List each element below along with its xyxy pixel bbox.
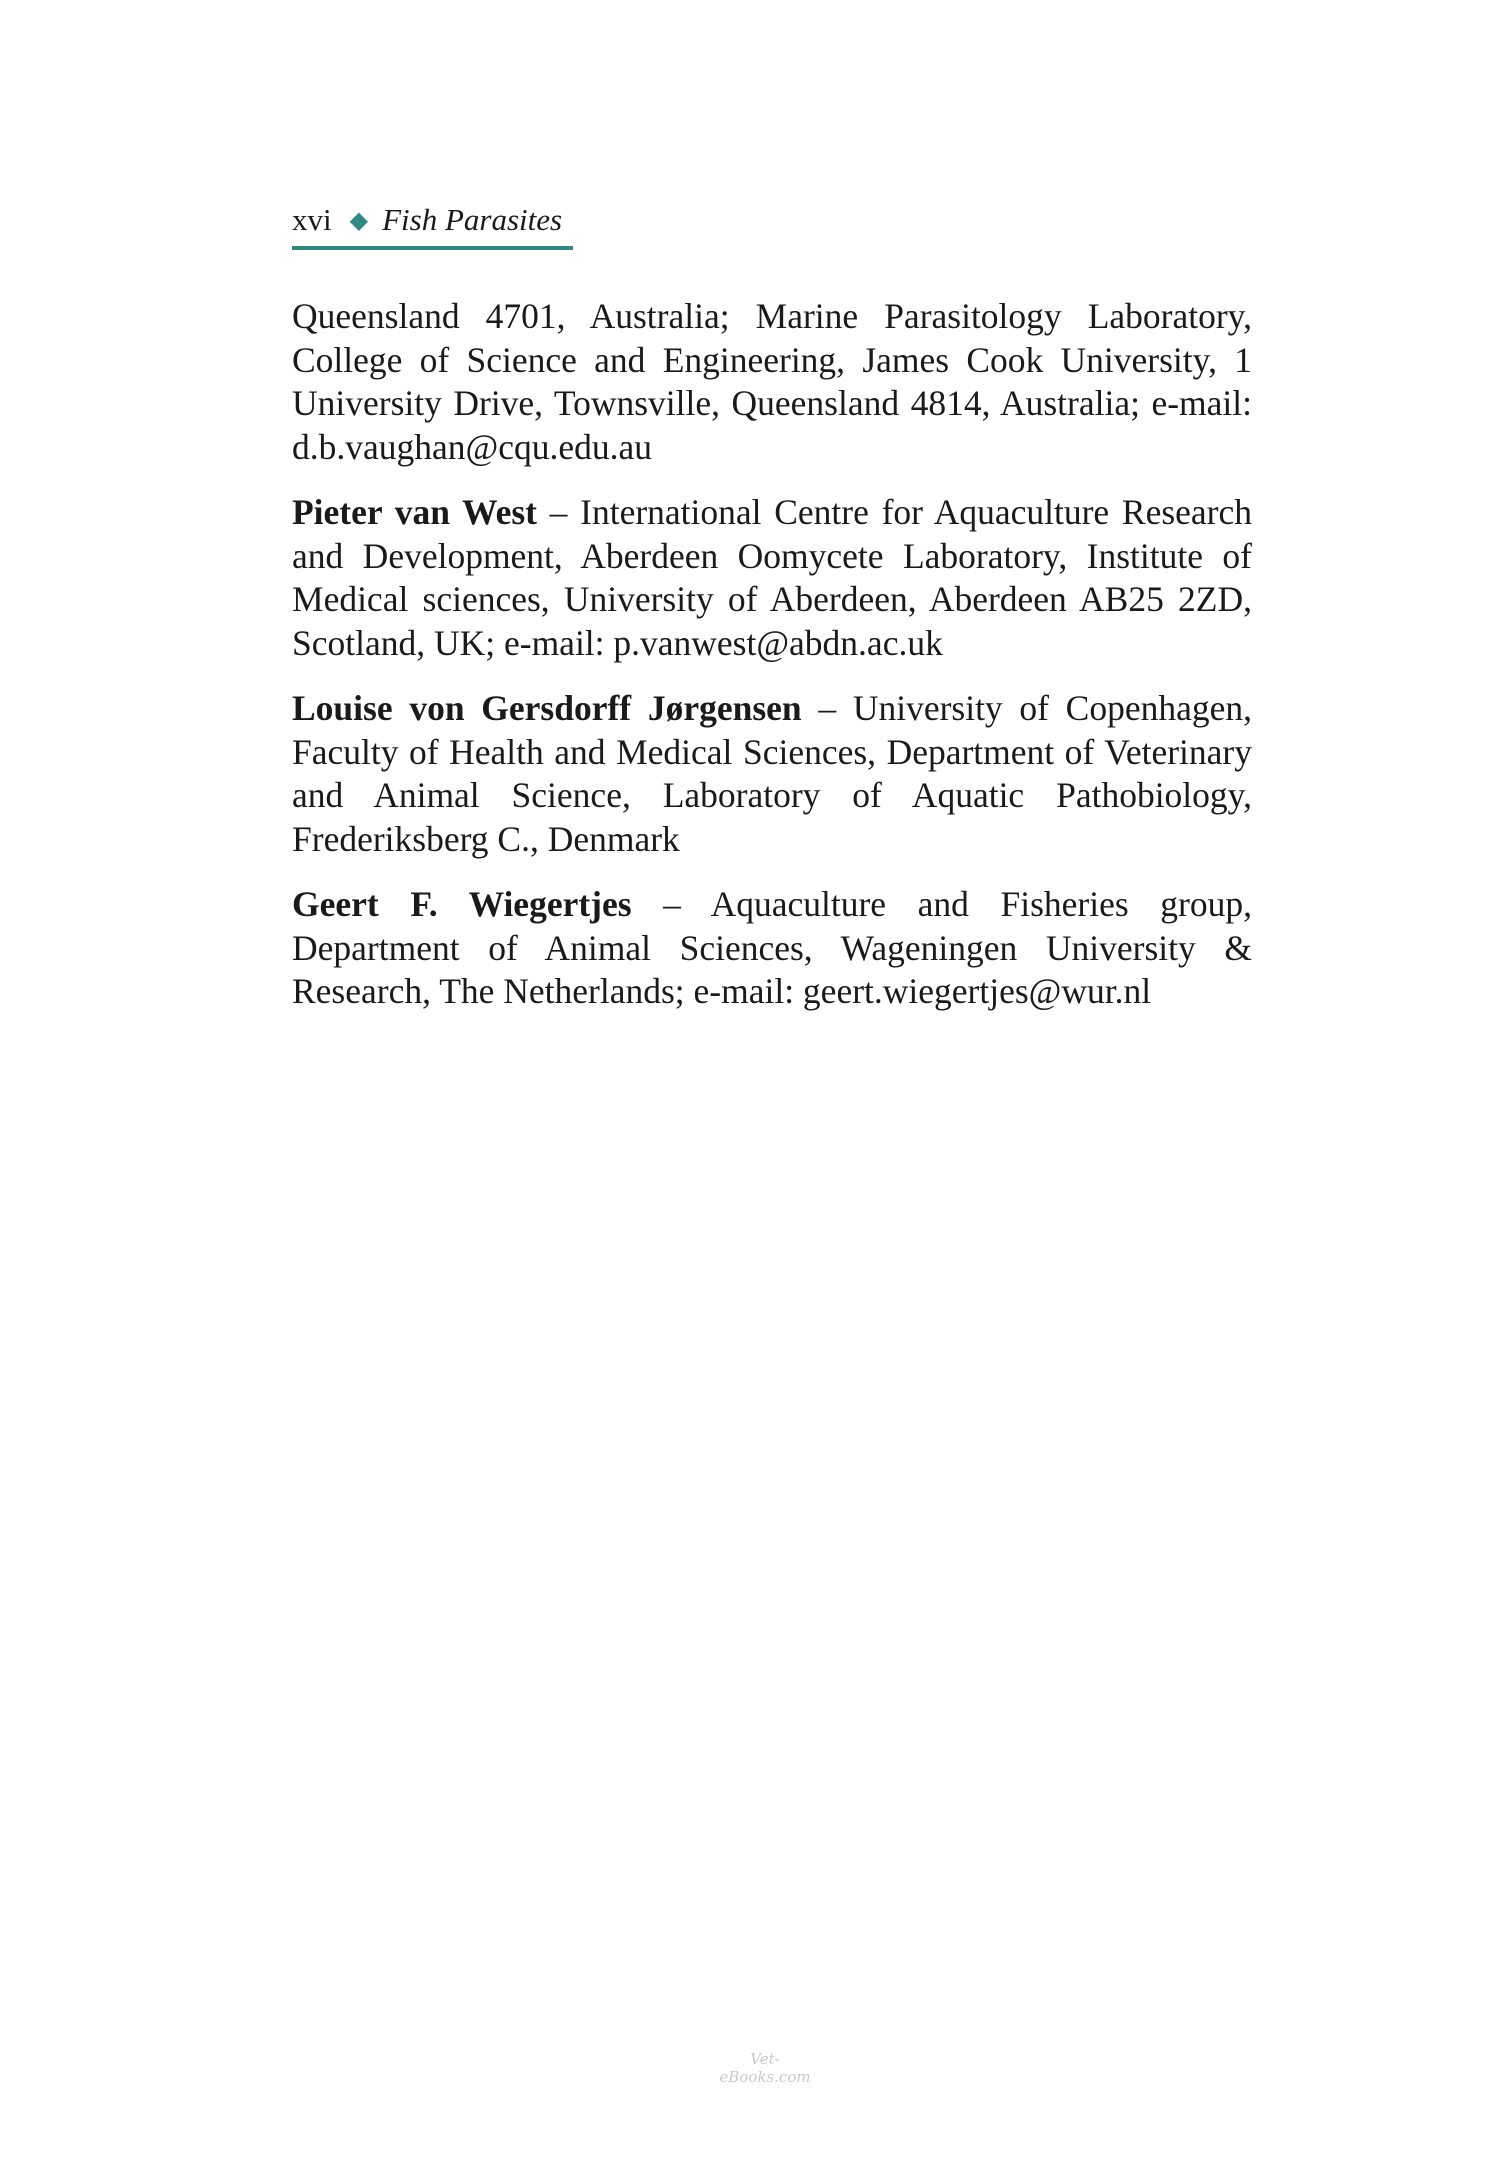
header-rule [292, 246, 573, 250]
contributor-affiliation: International Centre for Aquaculture Research and Development, Aberdeen Oomycete Laboratory, Institute of Medical sciences, University of Aberdeen, Aberdeen AB25 2ZD, Scotland, UK; e-mail: p.vanwest@abdn.ac.uk [292, 492, 1252, 663]
entry-separator: – [536, 492, 581, 532]
running-head [292, 196, 562, 247]
contributor-entry [292, 687, 1252, 861]
book-title: Fish Parasites [382, 202, 563, 237]
page-number: xvi [292, 202, 332, 237]
entry-separator: – [801, 688, 853, 728]
contributor-entry [292, 295, 1252, 469]
contributor-name: Geert F. Wiegertjes [292, 884, 632, 924]
contributor-entry [292, 883, 1252, 1014]
contributor-entry [292, 491, 1252, 665]
entry-separator: – [631, 884, 711, 924]
contributor-affiliation: Aquaculture and Fisheries group, Department of Animal Sciences, Wageningen University & Research, The Netherlands; e-mail: geert.wiegertjes@wur.nl [292, 884, 1252, 1011]
contributor-affiliation: University of Copenhagen, Faculty of Health and Medical Sciences, Department of Veterinary and Animal Science, Laboratory of Aquatic Pathobiology, Frederiksberg C., Denmark [292, 688, 1252, 859]
contributor-name: Pieter van West [292, 492, 537, 532]
contributor-affiliation: Queensland 4701, Australia; Marine Parasitology Laboratory, College of Science and Engineering, James Cook University, 1 University Drive, Townsville, Queensland 4814, Australia; e-mail: d.b.vaughan@cqu.edu.au [292, 296, 1252, 467]
contributor-name: Louise von Gersdorff Jørgensen [292, 688, 802, 728]
watermark: Vet-eBooks.com [719, 2050, 811, 2086]
diamond-icon: ◆ [349, 208, 369, 234]
contributors-list [292, 295, 1252, 1036]
